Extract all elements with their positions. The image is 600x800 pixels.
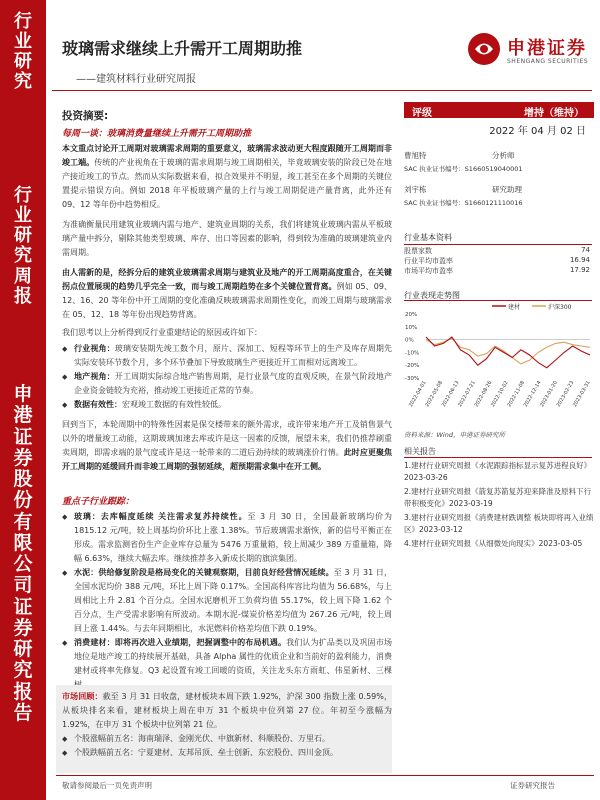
report-date: 2022 年 04 月 02 日: [489, 126, 586, 137]
basic-data-key: 股票家数: [404, 247, 432, 255]
performance-chart: [404, 300, 594, 426]
reason-key: 地产视角：: [74, 372, 115, 381]
chart-title: 行业表现走势图: [404, 291, 460, 300]
basic-data-divider: [404, 244, 592, 245]
sidebar-char: 行: [14, 11, 32, 32]
reason-text: 玻璃安装期先竣工数个月，原片、深加工、短程等环节上的生产及库存周期先实际安装环节数个月，多个环节叠加下导致玻璃生产更接近开工而相对远离竣工。: [74, 344, 393, 367]
summary-p3-bold: 由人需新的是，经拆分后的建筑业玻璃需求周期与建筑业及地产的开工周期高度重合，在关键拐点位置展现的趋势几乎完全一致，而与竣工周期趋势在多个关键位置背离。: [62, 268, 392, 291]
summary-paragraph-1: [62, 142, 392, 212]
analyst-name: 刘宇栋: [404, 185, 427, 194]
related-report-link[interactable]: 1.建材行业研究周报《水泥跟踪指标显示复苏进程良好》2023-03-26: [404, 461, 592, 482]
focus-text: 至 3 月 31 日，全国水泥均价 388 元/吨，环比上周下降 0.17%。全国高科库容比均值为 56.68%，与上周相比上升 2.81 个百分点。全国水泥磨机开工负荷均值 55.17%，较上周下降 1.62 个百分点，生产受需求影响有所波动。本期水泥-煤炭价格差均值为 267.26 元/吨，较上周回上涨 1.44%。与去年同期相比，水泥燃料价格差均值下跌 0.19%。: [74, 568, 392, 633]
basic-data-value: 16.94: [569, 256, 590, 264]
reason-text: 宏观竣工数据的有效性较低。: [122, 400, 226, 409]
sidebar-char: 证: [13, 595, 33, 618]
sidebar-char: 究: [14, 71, 32, 93]
x-tick-label: 2022-10-02: [490, 380, 510, 409]
chart-source: 资料来源：Wind，申港证券研究所: [404, 431, 505, 439]
sidebar-char: 研: [13, 638, 33, 661]
y-tick-label: -30%: [405, 376, 420, 382]
related-divider: [404, 457, 592, 458]
basic-data-key: 行业平均市盈率: [404, 257, 453, 265]
x-tick-label: 2022-07-21: [457, 380, 477, 409]
focus-key: 水泥：供给修复阶段是格局变化的关键观察期，目前良好经营情况延续。: [74, 568, 334, 577]
legend-label: 沪深300: [548, 304, 572, 311]
rating-value: 增持（维持）: [524, 108, 584, 119]
summary-paragraph-4: 我们思考以上分析得到反行业重建结论的原因或许如下：: [62, 328, 262, 337]
series-line-building: [426, 337, 590, 368]
sidebar-char: 报: [13, 680, 33, 703]
top-losers: ◆ 个股跌幅前五名：宁夏建材、友邦吊顶、垒士创新、东宏股份、四川金顶。: [62, 746, 392, 760]
sidebar-char: 公: [13, 553, 33, 576]
x-tick-label: 2022-11-08: [506, 380, 527, 409]
reason-item: [62, 342, 392, 370]
reason-text: 开工周期实际综合地产销售周期，是行业景气度的直观反映，在景气阶段地产企业资金链较为充裕，推动竣工更接近正常的节奏。: [74, 372, 393, 395]
weekly-topic-heading: 每周一谈：玻璃消费量继续上升需开工周期助推: [62, 129, 252, 139]
reason-key: 行业视角：: [74, 344, 115, 353]
related-reports-title: 相关报告: [404, 447, 436, 456]
sidebar-char: 究: [13, 659, 33, 682]
summary-p3-text: 例如 05、09、12、16、20 等年份中开工周期的变化准确反映玻璃需求周期性变化，而竣工周期与玻璃需求在 05、12、18 等年份出现趋势背离。: [62, 282, 393, 319]
analyst-cert: SAC 执业证书编号：S1660519040001: [404, 165, 523, 173]
related-report-link[interactable]: 4.建材行业研究周报《从细微处向现实》2023-03-05: [404, 539, 583, 548]
x-tick-label: 2022-08-26: [473, 380, 494, 409]
legend-label: 建材: [508, 304, 521, 311]
focus-item-glass: [62, 510, 392, 566]
y-tick-label: -20%: [405, 363, 420, 370]
sidebar-char: 周: [14, 265, 32, 287]
analyst-role: 分析师: [492, 151, 515, 160]
related-report-link[interactable]: 3.建材行业研究周报《消费建材跌调整 板块即将再入业绩区》2023-03-12: [404, 513, 594, 534]
focus-key: 消费建材：即将再次进入业绩期，把握调整中的布局机遇。: [74, 638, 287, 647]
analyst-name: 曹旭特: [404, 151, 427, 160]
summary-p1-text: 传统的产业视角在于玻璃的需求周期与竣工周期相关，毕竟玻璃安装的阶段已处在地产接近竣工的节点。然而从实际数据来看，拟合效果并不明显，竣工甚至在多个周期的关键位置提示错误方向。例如 2018 年平板玻璃产量的上行与竣工周期促进产量背离，此外还有 09、12 等年份中趋势相反。: [62, 158, 392, 209]
market-review-heading: 市场回顾：: [62, 692, 103, 701]
x-tick-label: 2022-04-01: [408, 380, 428, 409]
sidebar-char: 股: [13, 468, 33, 491]
focus-item-cement: [62, 566, 392, 636]
summary-p5-bold: 此时应更聚焦开工周期的延缓回升而非竣工周期的强韧延续，超预期需求集中在开工侧。: [62, 448, 392, 471]
related-reports-list: [404, 460, 594, 552]
sidebar-label-middle: [0, 186, 46, 307]
x-tick-label: 2023-01-20: [539, 380, 559, 409]
sidebar-label-top: [0, 12, 46, 93]
x-tick-label: 2023-02-23: [555, 380, 576, 409]
sidebar-char: 限: [13, 531, 33, 554]
analyst-role: 研究助理: [492, 185, 522, 194]
sidebar-char: 业: [14, 205, 32, 227]
basic-data-row: [404, 266, 592, 276]
reason-key: 数据有效性：: [74, 400, 122, 409]
basic-data-value: 74: [581, 246, 590, 254]
summary-p1-bold: 本文重点讨论开工周期对玻璃需求周期的重要意义，玻璃需求波动更大程度跟随开工周期而非竣工端。: [62, 144, 392, 167]
sidebar-char: 证: [13, 425, 33, 448]
y-tick-label: -10%: [405, 350, 420, 357]
reason-item: [62, 398, 392, 412]
y-tick-label: 10%: [405, 324, 418, 331]
report-subtitle: ——建筑材料行业研究周报: [76, 74, 196, 85]
summary-paragraph-2: 为准确衡量民用建筑业玻璃内需与地产、建筑业周期的关系，我们将建筑业玻璃内需从平板玻璃产量中拆分，剔除其他类型玻璃、库存、出口等因素的影响，得到较为准确的玻璃建筑业内需周期。: [62, 220, 392, 257]
focus-list: [62, 510, 392, 692]
sidebar-char: 司: [13, 574, 33, 597]
basic-data-row: [404, 246, 592, 256]
summary-paragraph-3: [62, 266, 392, 322]
x-tick-label: 2023-03-31: [572, 380, 592, 409]
sidebar-char: 究: [14, 245, 32, 267]
disclaimer-note: 敬请参阅最后一页免责声明: [62, 781, 152, 790]
basic-data-row: [404, 256, 592, 266]
sidebar-char: 业: [14, 31, 32, 53]
x-tick-label: 2022-06-13: [440, 380, 461, 409]
footer-divider: [56, 775, 594, 776]
sidebar-char: 券: [13, 616, 33, 639]
sidebar-char: 申: [13, 383, 33, 405]
summary-p5-text: 回到当下，本轮周期中的特殊性因素是保交楼带来的额外需求，或许带来地产开工及销售景气以外的增量竣工动能，这期玻璃加速去库或许是这一因素的反馈，展望未来，我们仍推荐刷重卖周期，即需求端的景气度或许是这一轮带来的二道后劲持续的玻璃涨价行情。: [62, 420, 392, 457]
summary-paragraph-5: [62, 418, 392, 474]
sidebar-char: 行: [14, 185, 32, 206]
basic-data-value: 17.92: [569, 266, 590, 274]
company-logo: [467, 28, 595, 74]
sidebar-char: 券: [13, 446, 33, 469]
analyst-cert: SAC 执业证书编号：S1660121110016: [404, 199, 523, 207]
report-type: 证券研究报告: [510, 781, 555, 790]
reason-item: [62, 370, 392, 398]
logo-text-cn: 申港证券: [507, 38, 587, 59]
focus-heading: 重点子行业跟踪：: [62, 497, 135, 507]
sidebar-char: 研: [14, 51, 32, 73]
sidebar-char: 研: [14, 225, 32, 247]
sidebar-char: 报: [14, 285, 32, 307]
header-divider: [52, 90, 592, 91]
basic-data-key: 市场平均市盈率: [404, 267, 453, 275]
x-tick-label: 2022-05-08: [424, 380, 445, 409]
x-tick-label: 2022-12-14: [522, 380, 543, 409]
logo-text-en: SHENGANG SECURITIES: [507, 58, 589, 65]
y-tick-label: 0%: [405, 337, 414, 344]
basic-data-title: 行业基本资料: [404, 233, 452, 242]
sidebar-char: 份: [13, 489, 33, 512]
focus-item-consumer: [62, 636, 392, 692]
focus-key: 玻璃：去库幅度延续 关注需求复苏持续性。: [74, 512, 248, 521]
focus-text: 至 3 月 30 日，全国最新玻璃均价为 1815.12 元/吨，较上周基均价环比上涨 1.38%。节后玻璃需求渐恢，新的信号平衡正在形成。需求监测省份生产企业库存总量为 5476 万重量箱，较上周减少 389 万重量箱，降幅 6.63%，继续大幅去库。继续推荐多入新成长期的旗滨集团。: [74, 512, 392, 563]
sidebar-char: 有: [13, 510, 33, 533]
rating-bar: [404, 102, 594, 118]
sidebar-char: 告: [13, 701, 33, 724]
logo-mark-icon: [467, 32, 501, 66]
report-title: 玻璃需求继续上升需开工周期助推: [62, 39, 303, 58]
top-gainers: ◆ 个股涨幅前五名：海南瑞泽、金刚光伏、中旗新材、科顺股份、万里石。: [62, 732, 392, 746]
focus-text: 我们认为扩品类以及巩固市场地位是地产竣工的持续展开基础，具备 Alpha 属性的优质企业和当前好的盈利能力，消费建材或将率先修复。Q3 起设置有竣工回暖的资质，关注龙头东方雨虹、伟星新材、三棵: [74, 638, 393, 675]
sidebar-char: 港: [13, 404, 33, 427]
market-review-text: 截至 3 月 31 日收盘，建材板块本周下跌 1.92%，沪深 300 指数上涨 0.59%，从板块排名来看，建材板块上周在申万 31 个板块中位列第 27 位。年初至今涨幅为 1.92%，在申万 31 个板块中位列第 21 位。: [62, 692, 392, 729]
left-sidebar: [0, 0, 46, 800]
reason-list: [62, 342, 392, 412]
rating-label: 评级: [412, 108, 432, 119]
sidebar-label-bottom: [0, 384, 46, 724]
y-tick-label: 20%: [405, 312, 418, 318]
related-report-link[interactable]: 2.建材行业研究周报《箭复苏箭复苏迎来降准及原料下行带积极变化》2023-03-19: [404, 487, 592, 508]
market-review: [62, 690, 392, 760]
summary-title: 投资摘要:: [62, 110, 109, 122]
